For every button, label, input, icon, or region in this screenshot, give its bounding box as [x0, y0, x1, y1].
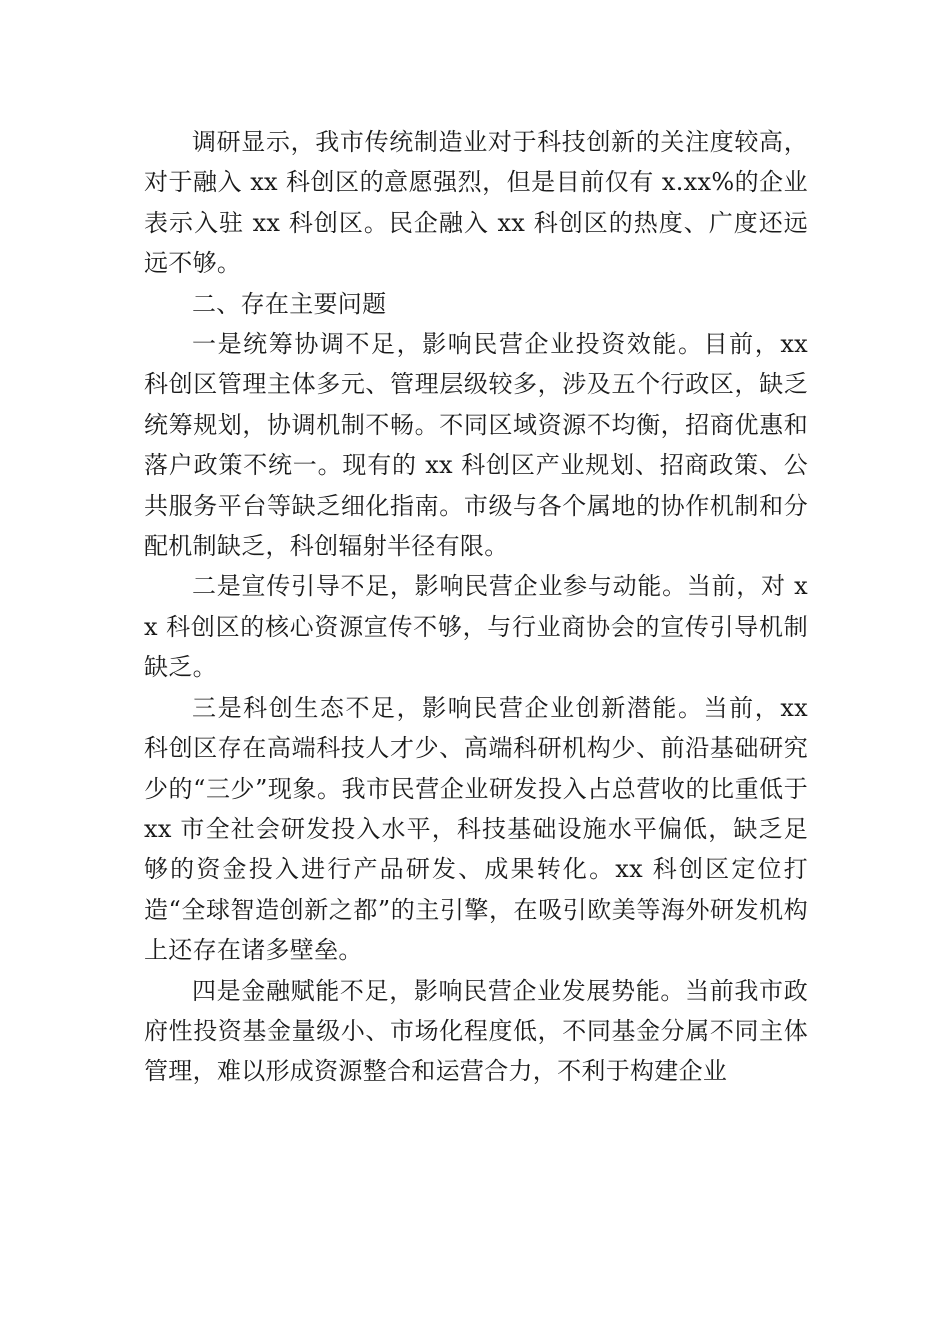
paragraph-problem-coordination: 一是统筹协调不足，影响民营企业投资效能。目前，xx 科创区管理主体多元、管理层级较多，涉及五个行政区，缺乏统筹规划，协调机制不畅。不同区域资源不均衡，招商优惠和落户政策不统一。现有的 xx 科创区产业规划、招商政策、公共服务平台等缺乏细化指南。市级与各个属地的协作机制和分配机制缺乏，科创辐射半径有限。 [144, 330, 808, 561]
section-heading-main-problems: 二、存在主要问题 [192, 289, 387, 318]
paragraph-survey-result: 调研显示，我市传统制造业对于科技创新的关注度较高，对于融入 xx 科创区的意愿强烈，但是目前仅有 x.xx%的企业表示入驻 xx 科创区。民企融入 xx 科创区的热度、广度还远远不够。 [144, 128, 808, 278]
document-body [144, 122, 808, 1092]
paragraph-problem-ecosystem: 三是科创生态不足，影响民营企业创新潜能。当前，xx 科创区存在高端科技人才少、高端科研机构少、前沿基础研究少的“三少”现象。我市民营企业研发投入占总营收的比重低于 xx 市全社会研发投入水平，科技基础设施水平偏低，缺乏足够的资金投入进行产品研发、成果转化。xx 科创区定位打造“全球智造创新之都”的主引擎，在吸引欧美等海外研发机构上还存在诸多壁垒。 [144, 693, 808, 965]
paragraph-problem-finance: 四是金融赋能不足，影响民营企业发展势能。当前我市政府性投资基金量级小、市场化程度低，不同基金分属不同主体管理，难以形成资源整合和运营合力，不利于构建企业 [144, 976, 808, 1086]
paragraph-problem-publicity: 二是宣传引导不足，影响民营企业参与动能。当前，对 xx 科创区的核心资源宣传不够，与行业商协会的宣传引导机制缺乏。 [144, 572, 808, 682]
